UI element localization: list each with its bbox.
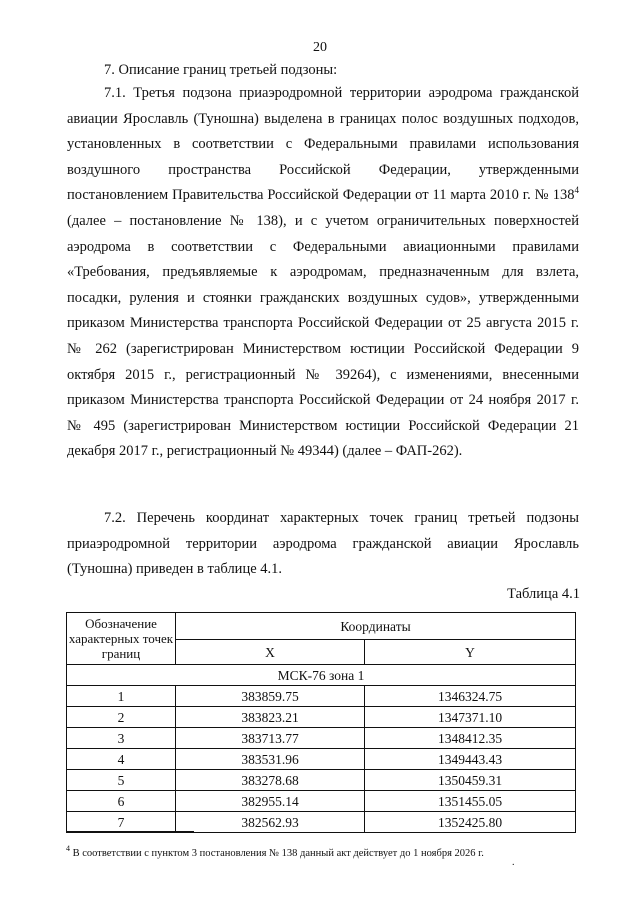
paragraph-7-1-text-a: 7.1. Третья подзона приаэродромной территории аэродрома гражданской авиации Ярославль (Туношна) выделена в границах полос воздушных подходов, установленных в соответствии с Федеральными правилами использования воздушного пространства Российской Федерации, утвержденными постановлением Правительства Российской Федерации от 11 марта 2010 г. № 138 [67, 85, 579, 204]
y-coordinate-cell: 1348412.35 [365, 728, 576, 749]
point-number-cell: 3 [67, 728, 176, 749]
x-coordinate-cell: 382955.14 [176, 791, 365, 812]
table-row [67, 812, 576, 833]
header-coordinates: Координаты [176, 613, 576, 640]
y-coordinate-cell: 1346324.75 [365, 686, 576, 707]
x-coordinate-cell: 383278.68 [176, 770, 365, 791]
paragraph-7-1 [67, 81, 579, 465]
x-coordinate-cell: 383531.96 [176, 749, 365, 770]
paragraph-7-1-text-b: (далее – постановление № 138), и с учетом ограничительных поверхностей аэродрома в соответствии с Федеральными авиационными правилами «Требования, предъявляемые к аэродромам, предназначенным для взлета, посадки, руления и стоянки гражданских воздушных судов», утвержденными приказом Министерства транспорта Российской Федерации от 25 августа 2015 г. № 262 (зарегистрирован Министерством юстиции Российской Федерации 9 октября 2015 г., регистрационный № 39264), с изменениями, внесенными приказом Министерства транспорта Российской Федерации от 24 ноября 2017 г. № 495 (зарегистрирован Министерством юстиции Российской Федерации 21 декабря 2017 г., регистрационный № 49344) (далее – ФАП-262). [67, 212, 579, 460]
header-y: Y [365, 640, 576, 665]
footnote-divider [66, 831, 194, 832]
y-coordinate-cell: 1350459.31 [365, 770, 576, 791]
zone-label: МСК-76 зона 1 [67, 665, 576, 686]
paragraph-7-2: 7.2. Перечень координат характерных точек границ третьей подзоны приаэродромной территории аэродрома гражданской авиации Ярославль (Туношна) приведен в таблице 4.1. [67, 510, 579, 578]
section-heading: 7. Описание границ третьей подзоны: [104, 62, 338, 78]
table-row [67, 728, 576, 749]
table-caption: Таблица 4.1 [507, 586, 580, 602]
y-coordinate-cell: 1351455.05 [365, 791, 576, 812]
footnote-ref: 4 [574, 185, 579, 196]
y-coordinate-cell: 1349443.43 [365, 749, 576, 770]
point-number-cell: 1 [67, 686, 176, 707]
point-number-cell: 5 [67, 770, 176, 791]
header-x: X [176, 640, 365, 665]
footnote-text: В соответствии с пунктом 3 постановления № 138 данный акт действует до 1 ноября 2026 г. [70, 848, 484, 859]
page-number: 20 [313, 40, 327, 55]
table-row [67, 707, 576, 728]
footnote-number: 4 [66, 844, 70, 853]
coordinates-table [66, 612, 576, 833]
header-point-designation: Обозначение характерных точек границ [67, 613, 176, 665]
point-number-cell: 6 [67, 791, 176, 812]
x-coordinate-cell: 382562.93 [176, 812, 365, 833]
x-coordinate-cell: 383713.77 [176, 728, 365, 749]
table-row [67, 749, 576, 770]
table-row [67, 770, 576, 791]
table-row [67, 686, 576, 707]
y-coordinate-cell: 1352425.80 [365, 812, 576, 833]
point-number-cell: 4 [67, 749, 176, 770]
footnote [66, 844, 484, 859]
x-coordinate-cell: 383823.21 [176, 707, 365, 728]
point-number-cell: 2 [67, 707, 176, 728]
x-coordinate-cell: 383859.75 [176, 686, 365, 707]
table-row [67, 791, 576, 812]
point-number-cell: 7 [67, 812, 176, 833]
y-coordinate-cell: 1347371.10 [365, 707, 576, 728]
stray-mark: . [512, 857, 515, 868]
